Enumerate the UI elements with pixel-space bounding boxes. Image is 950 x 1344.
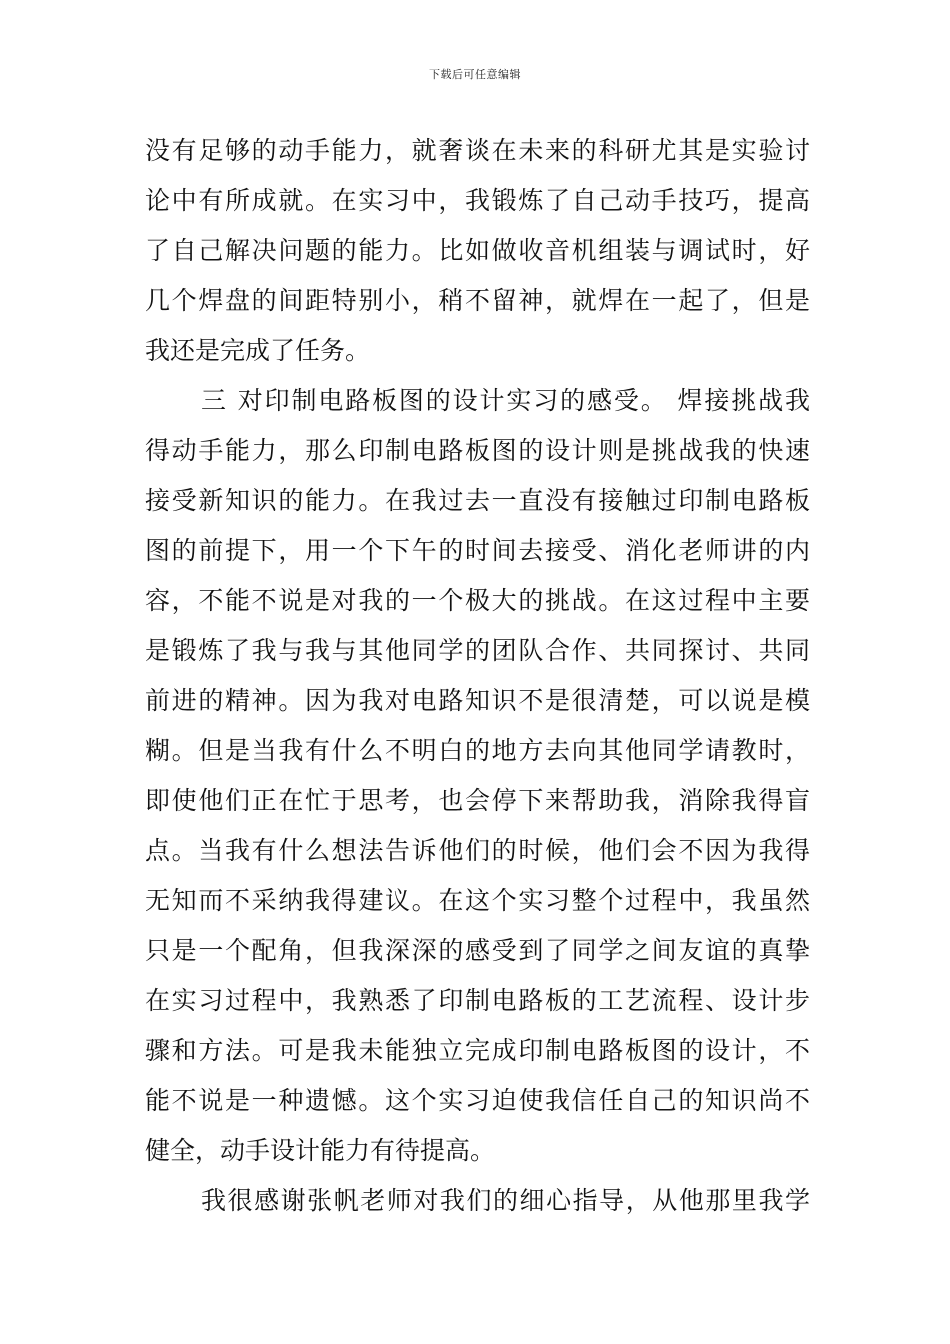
paragraph-start-line: 我很感谢张帆老师对我们的细心指导，从他那里我学 — [201, 1186, 810, 1215]
text-line: 点。当我有什么想法告诉他们的时候，他们会不因为我得 — [145, 836, 810, 865]
text-line: 了自己解决问题的能力。比如做收音机组装与调试时，好 — [145, 236, 810, 265]
body-text — [145, 126, 810, 1226]
text-line: 即使他们正在忙于思考，也会停下来帮助我，消除我得盲 — [145, 786, 810, 815]
text-line: 前进的精神。因为我对电路知识不是很清楚，可以说是模 — [145, 686, 810, 715]
text-line: 接受新知识的能力。在我过去一直没有接触过印制电路板 — [145, 486, 810, 515]
text-line: 容，不能不说是对我的一个极大的挑战。在这过程中主要 — [145, 586, 810, 615]
section-heading-line: 三 对印制电路板图的设计实习的感受。 焊接挑战我 — [201, 386, 810, 415]
text-line: 只是一个配角，但我深深的感受到了同学之间友谊的真挚 — [145, 936, 810, 965]
text-line: 骤和方法。可是我未能独立完成印制电路板图的设计，不 — [145, 1036, 810, 1065]
text-line: 没有足够的动手能力，就奢谈在未来的科研尤其是实验讨 — [145, 136, 810, 165]
text-line: 几个焊盘的间距特别小，稍不留神，就焊在一起了，但是 — [145, 286, 810, 315]
text-line: 在实习过程中，我熟悉了印制电路板的工艺流程、设计步 — [145, 986, 810, 1015]
text-line: 健全，动手设计能力有待提高。 — [145, 1136, 496, 1165]
text-line: 得动手能力，那么印制电路板图的设计则是挑战我的快速 — [145, 436, 810, 465]
text-line: 图的前提下，用一个下午的时间去接受、消化老师讲的内 — [145, 536, 810, 565]
page-header: 下载后可任意编辑 — [429, 68, 521, 81]
text-line: 是锻炼了我与我与其他同学的团队合作、共同探讨、共同 — [145, 636, 810, 665]
text-line: 我还是完成了任务。 — [145, 336, 371, 365]
text-line: 能不说是一种遗憾。这个实习迫使我信任自己的知识尚不 — [145, 1086, 810, 1115]
text-line: 糊。但是当我有什么不明白的地方去向其他同学请教时， — [145, 736, 810, 765]
text-line: 论中有所成就。在实习中，我锻炼了自己动手技巧，提高 — [145, 186, 810, 215]
text-line: 无知而不采纳我得建议。在这个实习整个过程中，我虽然 — [145, 886, 810, 915]
